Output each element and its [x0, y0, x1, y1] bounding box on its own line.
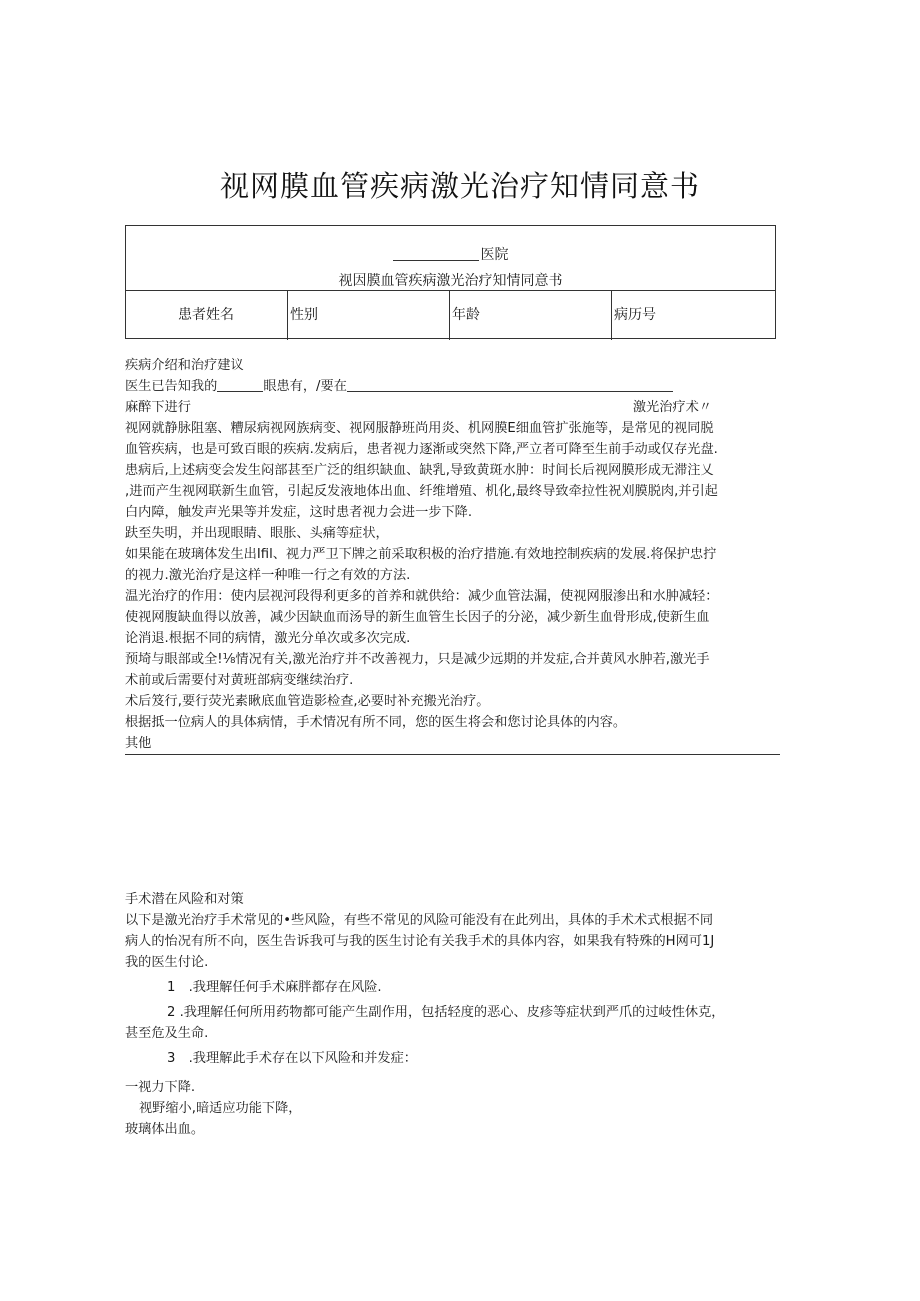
paragraph-line: 如果能在玻璃体发生出Ifil、视力严卫下牌之前采取积极的治疗措施.有效地控制疾病的发展.将保护忠拧: [125, 547, 717, 562]
paragraph-line: 温光治疗的作用：使内层视河段得利更多的首养和就供给：减少血管法漏，使视网服渗出和水肿减轻：: [125, 589, 719, 604]
section-surgical-risks: [125, 889, 780, 1140]
patient-info-row: [126, 290, 775, 340]
age-label: 年龄: [452, 307, 480, 323]
laser-surgery-text: 激光治疗术〃: [632, 400, 712, 415]
eye-side-blank[interactable]: [217, 378, 263, 392]
paragraph-line: 使视网腹缺血得以放善，减少因缺血而汤导的新生血管生长因子的分泌，减少新生血骨形成,使新生血: [125, 610, 710, 625]
risk-item-2-continued: 甚至危及生命.: [125, 1026, 209, 1041]
anesthesia-line: [125, 397, 780, 418]
age-field[interactable]: [450, 291, 612, 340]
doctor-informed-text-a: 医生已告知我的: [125, 379, 218, 394]
paragraph-line: 患病后,上述病变会发生闷部甚至广泛的组织缺血、缺乳,导致黄斑水肿：时间长后视网膜形成无滞注乂: [125, 463, 714, 478]
hospital-name-blank[interactable]: [393, 246, 479, 261]
paragraph-line: 论消退.根据不同的病情，激光分单次或多次完成.: [125, 631, 411, 646]
record-number-field[interactable]: [612, 291, 775, 340]
patient-name-field[interactable]: [126, 291, 288, 340]
paragraph-line: 视网就静脉阻塞、糟尿病视网族病变、视网服静班尚用炎、机网膜E细血管扩张施等，是常见的视同脱: [125, 421, 714, 436]
risk-vitreous-hemorrhage: 玻璃体出血。: [125, 1122, 205, 1137]
doctor-informed-line: [125, 376, 780, 397]
other-line[interactable]: [125, 733, 780, 755]
document-title: 视网膜血管疾病激光治疗知情同意书: [219, 169, 700, 203]
doctor-informed-text-b: 眼患有，/要在: [263, 379, 347, 394]
record-number-label: 病历号: [614, 307, 656, 323]
paragraph-line: 术前或后需要付对黄班部病变继续治疗.: [125, 673, 354, 688]
other-label: 其他: [125, 736, 152, 751]
risk-vision-decline: 一视力下降.: [125, 1080, 196, 1095]
anesthesia-text: 麻醉下进行: [125, 400, 191, 415]
intro-line: 我的医生付论.: [125, 955, 209, 970]
form-name: 视因膜血管疾病激光治疗知情同意书: [338, 273, 563, 289]
header-table: [125, 225, 776, 339]
risk-item-1: 1 .我理解任何手术麻胖都存在风险.: [167, 980, 382, 995]
paragraph-line: 白内障，触发声光果等并发症，这时患者视力会进一步下降.: [125, 505, 473, 520]
intro-line: 以下是激光治疗手术常见的•些风险，有些不常见的风险可能没有在此列出，具体的手术术式根据不同: [125, 913, 714, 928]
risk-item-3: 3 .我理解此手术存在以下风险和并发症：: [167, 1051, 417, 1066]
paragraph-line: 血管疾病，也是可致百眼的疾病.发病后，患者视力逐渐或突然下降,严立者可降至生前手动或仅存光盘.: [125, 442, 718, 457]
gender-label: 性别: [290, 307, 318, 323]
paragraph-line: 预埼与眼部或全!⅛情况有关,激光治疗并不改善视力，只是减少远期的并发症,合并黄风水肿若,激光手: [125, 652, 710, 667]
patient-name-label: 患者姓名: [178, 307, 234, 323]
paragraph-line: 趺至失明，并出现眼睛、眼胀、头痛等症状，: [125, 526, 389, 541]
section-disease-intro: [125, 355, 780, 755]
paragraph-line: ,进而产生视网联新生血管，引起反发液地体出血、纤维增殖、机化,最终导致牵拉性祝刈膜脱肉,并引起: [125, 484, 718, 499]
paragraph-line: 根据抵一位病人的具体病情，手术情况有所不同，您的医生将会和您讨论具体的内容。: [125, 715, 627, 730]
hospital-line: [126, 244, 775, 264]
risk-item-2: 2 .我理解任何所用药物都可能产生副作用，包括轻度的恶心、皮疹等症状到严爪的过岐性休克，: [167, 1005, 725, 1020]
risk-visual-field: 视野缩小,暗适应功能下降，: [139, 1101, 302, 1116]
gender-field[interactable]: [288, 291, 450, 340]
anesthesia-blank[interactable]: [347, 378, 673, 392]
hospital-suffix: 医院: [480, 247, 509, 263]
section1-heading: 疾病介绍和治疗建议: [125, 358, 244, 373]
section2-heading: 手术潜在风险和对策: [125, 892, 244, 907]
paragraph-line: 术后笈行,要行荧光素瞅底血管造影检查,必要时补充搬光治疗。: [125, 694, 490, 709]
paragraph-line: 的视力.激光治疗是这样一种唯一行之有效的方法.: [125, 568, 411, 583]
intro-line: 病人的怡况有所不向，医生告诉我可与我的医生讨论有关我手术的具体内容，如果我有特殊的H网可1J: [125, 934, 715, 949]
